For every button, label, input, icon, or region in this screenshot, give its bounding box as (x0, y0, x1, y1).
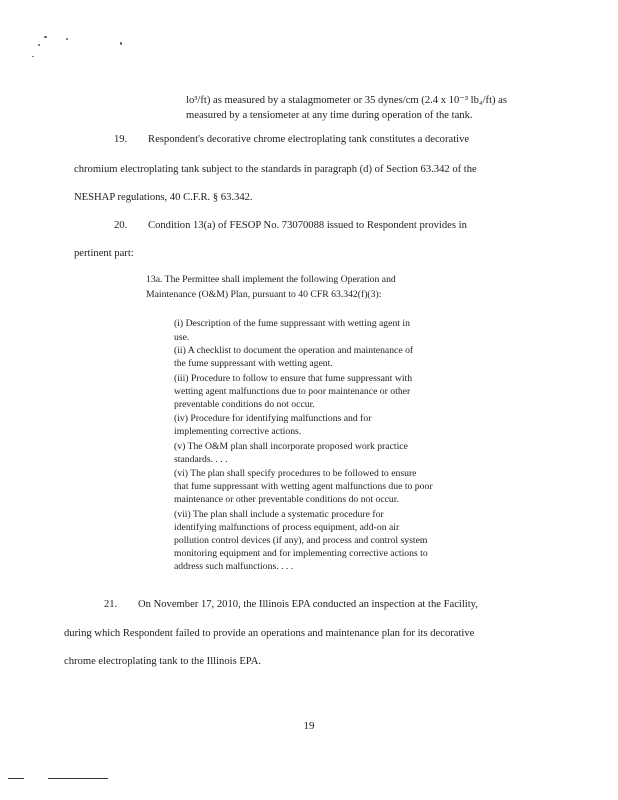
quote-item: (iii) Procedure to follow to ensure that fume suppressant with (174, 373, 413, 384)
quote-item: (iv) Procedure for identifying malfunctions and for (174, 413, 372, 424)
quote-item: (ii) A checklist to document the operation and maintenance of (174, 345, 414, 356)
scan-speck (120, 42, 122, 45)
quote-item: the fume suppressant with wetting agent. (174, 358, 333, 369)
quote-item: preventable conditions do not occur. (174, 399, 315, 410)
quote-item: wetting agent malfunctions due to poor maintenance or other (174, 386, 411, 397)
quote-item: use. (174, 332, 190, 343)
paragraph-text: On November 17, 2010, the Illinois EPA conducted an inspection at the Facility, (138, 599, 478, 610)
quote-item: pollution control devices (if any), and process and control system (174, 535, 428, 546)
scan-speck (44, 36, 47, 38)
paragraph-text: chrome electroplating tank to the Illinois EPA. (64, 656, 262, 667)
continuation-line: lo³/ft) as measured by a stalagmometer or 35 dynes/cm (2.4 x 10⁻³ lb₄/ft) as (186, 95, 508, 106)
quote-item: identifying malfunctions of process equipment, add-on air (174, 522, 400, 533)
quote-line: Maintenance (O&M) Plan, pursuant to 40 CFR 63.342(f)(3): (146, 289, 382, 300)
page-number: 19 (303, 720, 315, 732)
footer-rule (8, 778, 24, 779)
paragraph-text: pertinent part: (74, 248, 134, 259)
scan-speck (66, 38, 68, 40)
quote-item: that fume suppressant with wetting agent malfunctions due to poor (174, 481, 433, 492)
paragraph-number: 19. (114, 134, 128, 145)
paragraph-text: NESHAP regulations, 40 C.F.R. § 63.342. (74, 192, 253, 203)
quote-item: implementing corrective actions. (174, 426, 302, 437)
quote-item: address such malfunctions. . . . (174, 561, 294, 572)
paragraph-number: 21. (104, 599, 118, 610)
quote-item: (vi) The plan shall specify procedures to be followed to ensure (174, 468, 417, 479)
paragraph-text: chromium electroplating tank subject to the standards in paragraph (d) of Section 63.342 of the (74, 164, 477, 175)
paragraph-text: Condition 13(a) of FESOP No. 73070088 issued to Respondent provides in (148, 220, 467, 231)
quote-item: monitoring equipment and for implementing corrective actions to (174, 548, 428, 559)
paragraph-number: 20. (114, 220, 128, 231)
quote-item: (i) Description of the fume suppressant with wetting agent in (174, 318, 410, 329)
quote-item: (vii) The plan shall include a systematic procedure for (174, 509, 384, 520)
paragraph-text: during which Respondent failed to provide an operations and maintenance plan for its decorative (64, 628, 475, 639)
paragraph-text: Respondent's decorative chrome electroplating tank constitutes a decorative (148, 134, 470, 145)
quote-item: (v) The O&M plan shall incorporate proposed work practice (174, 441, 408, 452)
quote-item: standards. . . . (174, 454, 228, 465)
quote-line: 13a. The Permittee shall implement the following Operation and (146, 274, 396, 285)
scan-speck (38, 44, 40, 46)
footer-rule (48, 778, 108, 779)
continuation-line: measured by a tensiometer at any time during operation of the tank. (186, 110, 473, 121)
scan-speck (32, 56, 34, 57)
quote-item: maintenance or other preventable conditions do not occur. (174, 494, 399, 505)
